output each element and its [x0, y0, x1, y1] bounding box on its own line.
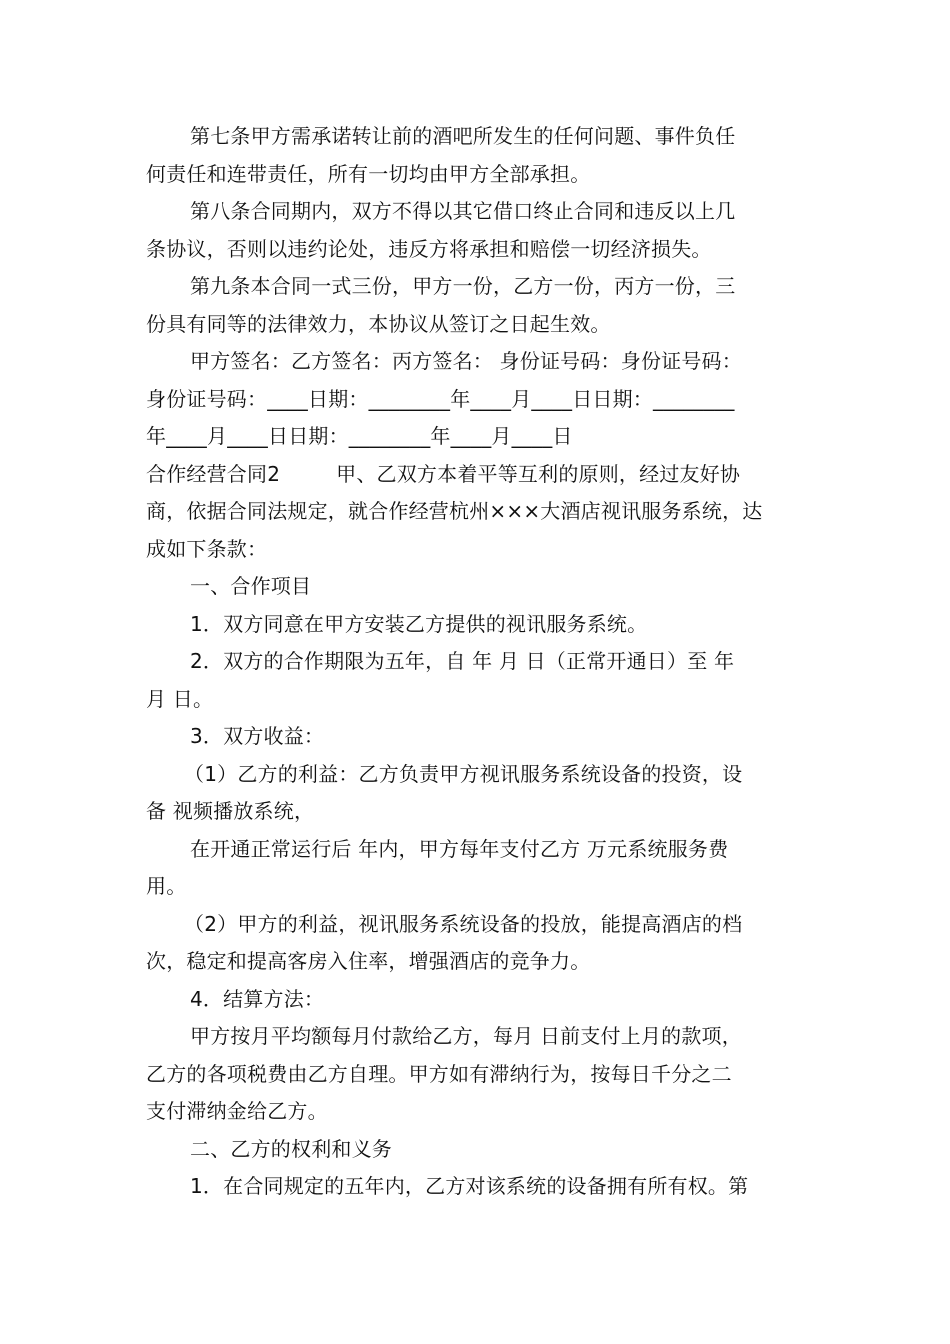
text-line: 支付滞纳金给乙方。: [146, 1099, 328, 1123]
text-line: 甲方按月平均额每月付款给乙方，每月 日前支付上月的款项，: [190, 1024, 742, 1048]
contract-title: 合作经营合同2: [146, 461, 281, 486]
text-line: 月 日。: [146, 686, 214, 711]
text-line: 用。: [146, 874, 187, 898]
sub-item: （2）甲方的利益，视讯服务系统设备的投放，能提高酒店的档: [184, 911, 743, 936]
list-item: 4．结算方法：: [190, 986, 325, 1011]
text-line: 条协议，否则以违约论处，违反方将承担和赔偿一切经济损失。: [146, 236, 712, 261]
text-line: 份具有同等的法律效力，本协议从签订之日起生效。: [146, 311, 611, 336]
text-line-tail: 甲、乙双方本着平等互利的原则，经过友好协: [336, 461, 741, 486]
section-title-line: [146, 456, 806, 494]
text-line: 何责任和连带责任，所有一切均由甲方全部承担。: [146, 161, 591, 186]
heading-cooperation: 一、合作项目: [190, 574, 312, 598]
text-line: 第七条甲方需承诺转让前的酒吧所发生的任何问题、事件负任: [190, 124, 736, 148]
list-item: 1．双方同意在甲方安装乙方提供的视讯服务系统。: [190, 611, 648, 636]
list-item: 3．双方收益：: [190, 724, 325, 748]
text-line: 第八条合同期内，双方不得以其它借口终止合同和违反以上几: [190, 199, 736, 223]
heading-rights: 二、乙方的权利和义务: [190, 1136, 392, 1161]
text-line: 乙方的各项税费由乙方自理。甲方如有滞纳行为，按每日千分之二: [146, 1061, 732, 1086]
signature-line: 甲方签名：乙方签名：丙方签名： 身份证号码：身份证号码：: [190, 349, 742, 373]
date-line: 年____月____日日期：________年____月____日: [146, 424, 573, 448]
document-body: [146, 118, 806, 1206]
text-line: 在开通正常运行后 年内，甲方每年支付乙方 万元系统服务费: [190, 836, 729, 861]
id-date-line: 身份证号码：____日期：________年____月____日日期：________: [146, 386, 735, 411]
sub-item: （1）乙方的利益：乙方负责甲方视讯服务系统设备的投资，设: [184, 761, 743, 786]
text-line: 备 视频播放系统，: [146, 799, 315, 823]
text-line: 第九条本合同一式三份，甲方一份，乙方一份，丙方一份，三: [190, 274, 736, 298]
list-item: 1．在合同规定的五年内，乙方对该系统的设备拥有所有权。第: [190, 1174, 749, 1198]
text-line: 次，稳定和提高客房入住率，增强酒店的竞争力。: [146, 949, 591, 973]
text-line: 成如下条款：: [146, 536, 268, 561]
text-line: 商，依据合同法规定，就合作经营杭州×××大酒店视讯服务系统，达: [146, 499, 763, 523]
list-item: 2．双方的合作期限为五年，自 年 月 日（正常开通日）至 年: [190, 649, 735, 673]
